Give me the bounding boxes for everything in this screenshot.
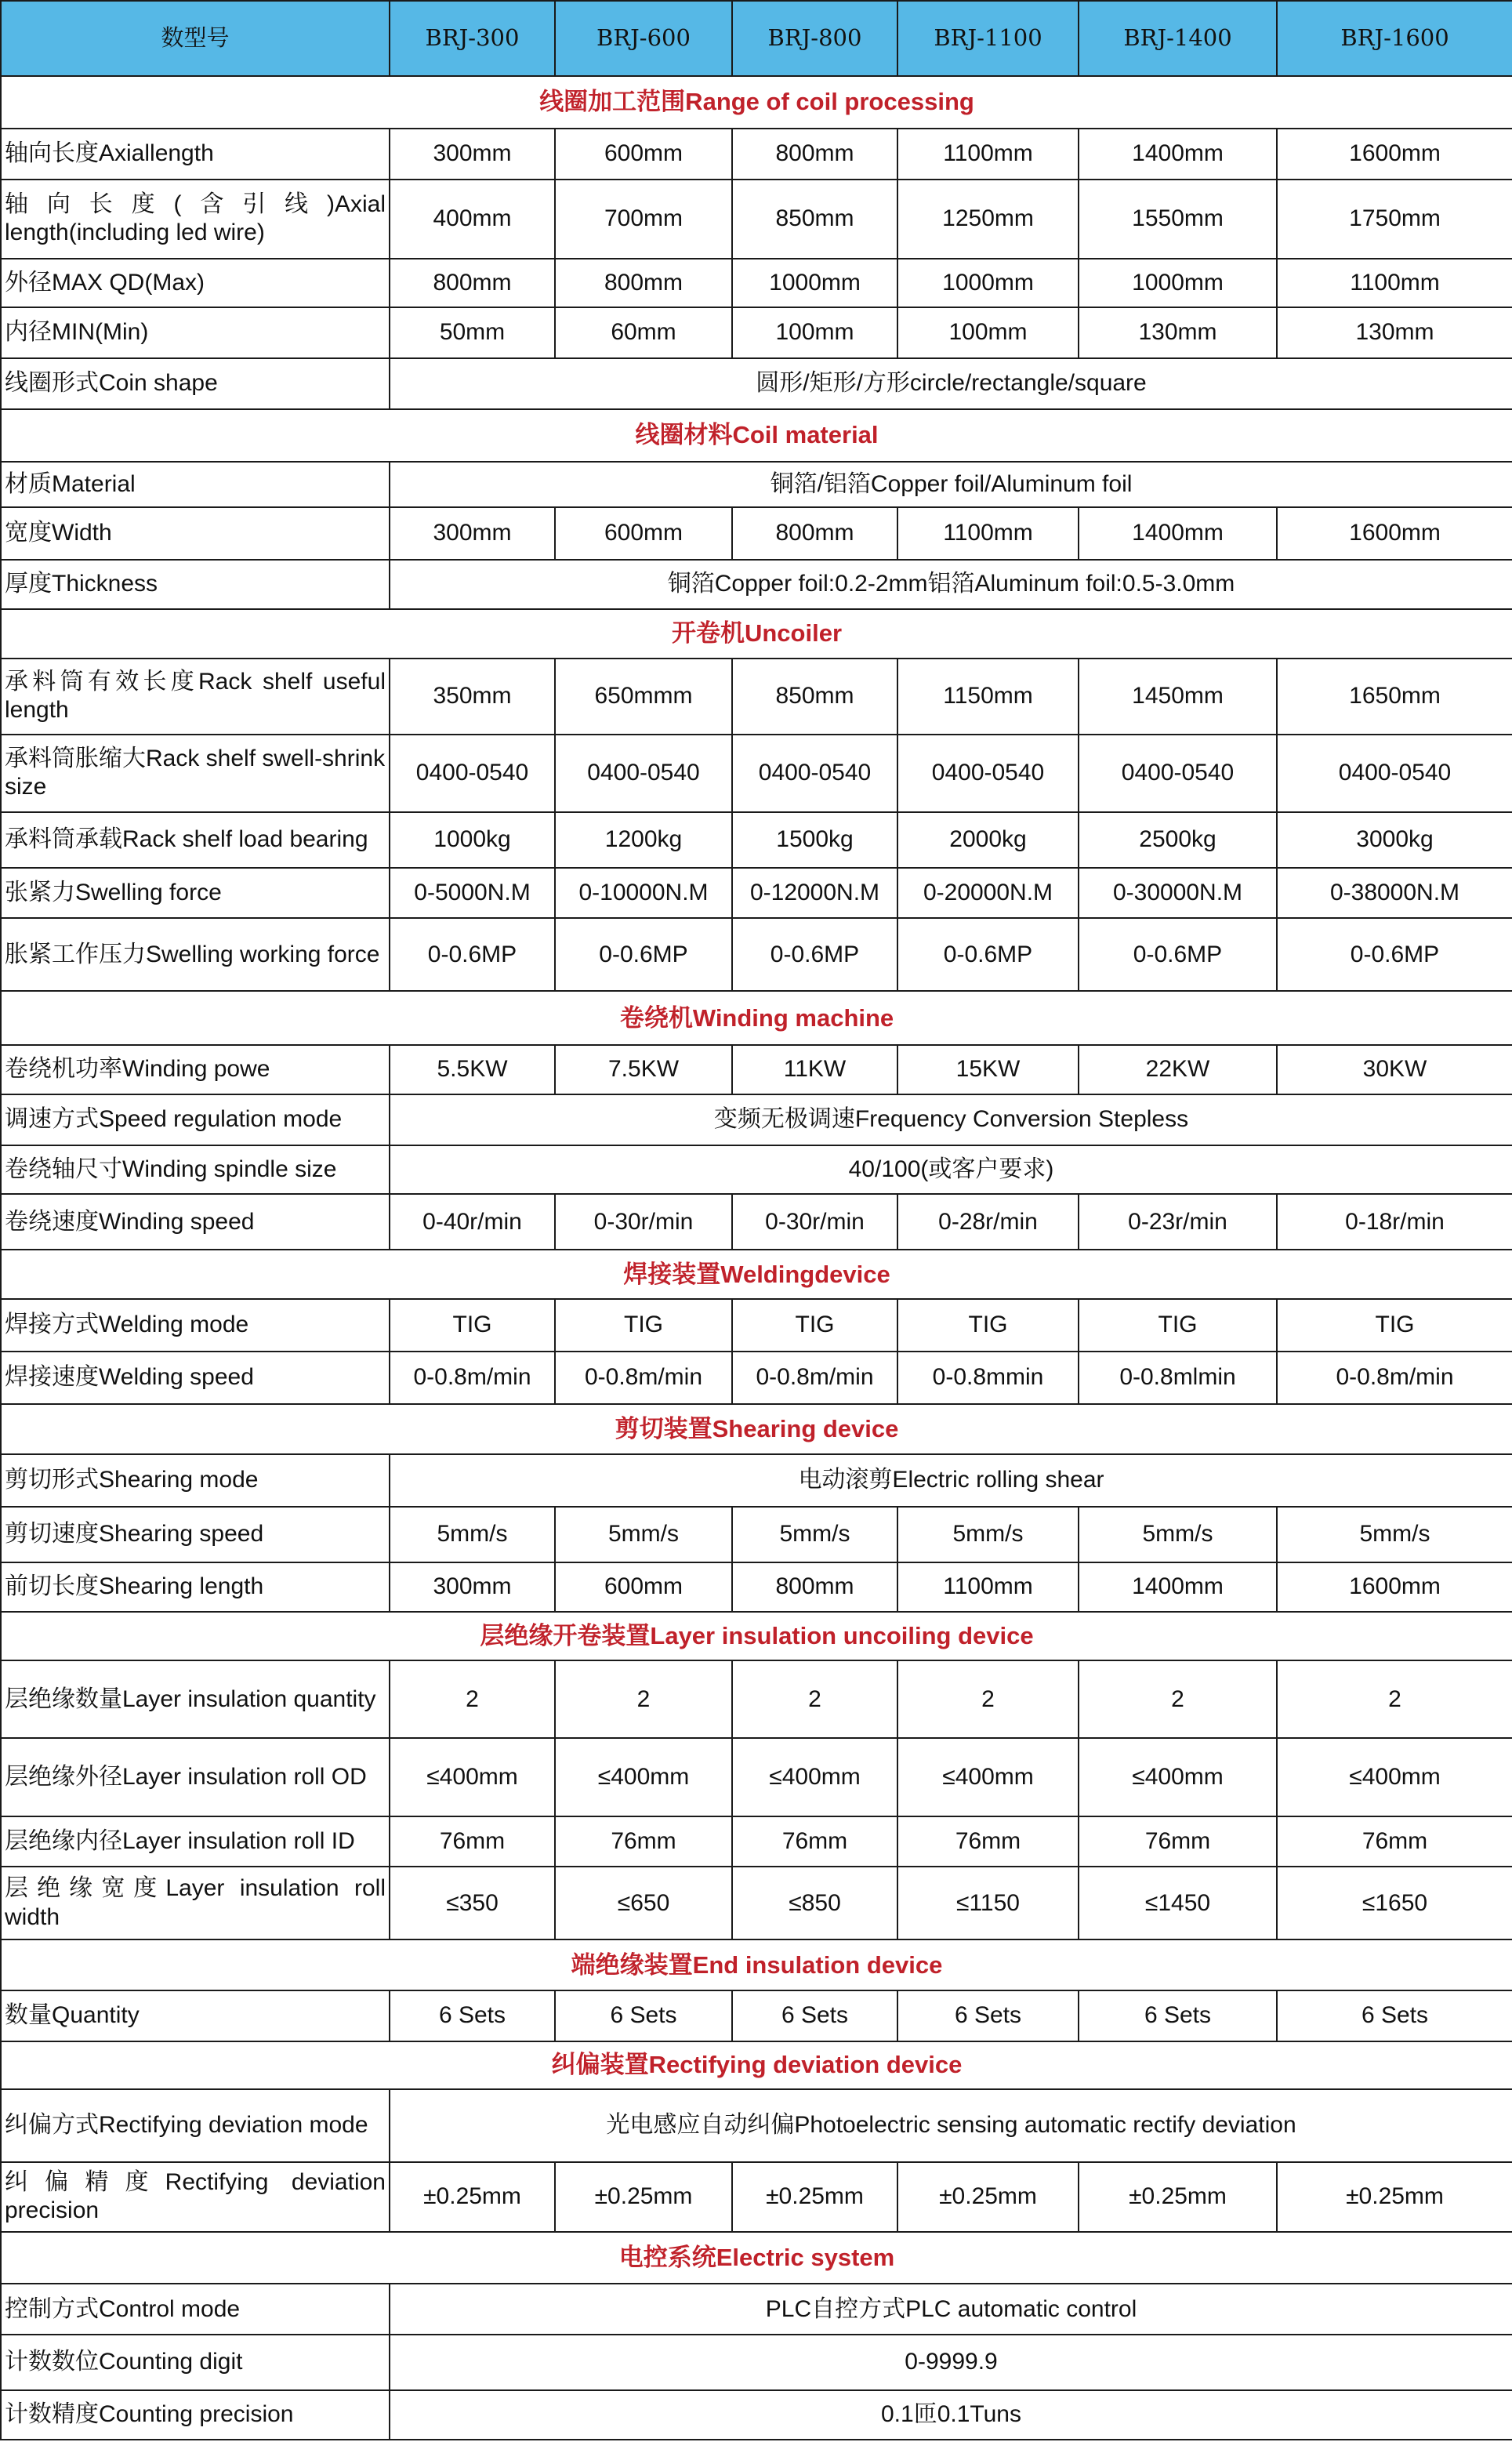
spec-row (1, 1352, 1512, 1404)
spec-label: 张紧力Swelling force (1, 868, 390, 919)
spec-value: 2000kg (897, 812, 1079, 868)
spec-value: 2500kg (1079, 812, 1277, 868)
spec-value: 6 Sets (1079, 1990, 1277, 2041)
spec-label: 焊接速度Welding speed (1, 1352, 390, 1404)
spec-value: 850mm (732, 180, 897, 259)
section-row-electric-system (1, 2232, 1512, 2284)
spec-value: 1400mm (1079, 129, 1277, 180)
spec-value: 0400-0540 (555, 735, 732, 812)
spec-value: 0-0.6MP (555, 918, 732, 991)
section-title: 线圈加工范围Range of coil processing (1, 76, 1512, 129)
spec-value: 300mm (390, 1562, 555, 1612)
spec-label: 计数数位Counting digit (1, 2335, 390, 2390)
spec-value: 76mm (897, 1816, 1079, 1867)
spec-value: TIG (390, 1299, 555, 1352)
spec-value: 1250mm (897, 180, 1079, 259)
spec-value: 100mm (732, 307, 897, 358)
section-row-end-insulation-device (1, 1939, 1512, 1990)
spec-value: 0-28r/min (897, 1194, 1079, 1250)
spec-value: 600mm (555, 129, 732, 180)
section-row-coil-material (1, 409, 1512, 462)
spec-value: ≤650 (555, 1867, 732, 1939)
section-title: 开卷机Uncoiler (1, 609, 1512, 659)
spec-value-merged: 40/100(或客户要求) (390, 1145, 1512, 1195)
spec-value: 3000kg (1277, 812, 1512, 868)
spec-value: 7.5KW (555, 1045, 732, 1094)
spec-value: 300mm (390, 507, 555, 560)
spec-value: 0-0.6MP (732, 918, 897, 991)
spec-value: ±0.25mm (390, 2162, 555, 2232)
spec-value: ≤400mm (1079, 1738, 1277, 1816)
spec-value: ±0.25mm (732, 2162, 897, 2232)
spec-row (1, 1990, 1512, 2041)
spec-value: 850mm (732, 659, 897, 735)
spec-value: 0-0.8mmin (897, 1352, 1079, 1404)
model-header-brj-600: BRJ-600 (555, 1, 732, 76)
spec-value: 0-10000N.M (555, 868, 732, 919)
spec-value: 60mm (555, 307, 732, 358)
spec-value: 2 (1079, 1660, 1277, 1738)
section-row-winding-machine (1, 991, 1512, 1045)
spec-row (1, 2390, 1512, 2440)
section-row-shearing-device (1, 1404, 1512, 1455)
section-title: 纠偏装置Rectifying deviation device (1, 2041, 1512, 2089)
spec-row (1, 1299, 1512, 1352)
spec-value: 0-0.8m/min (555, 1352, 732, 1404)
spec-value: 0-23r/min (1079, 1194, 1277, 1250)
spec-value: TIG (1277, 1299, 1512, 1352)
spec-value: 2 (897, 1660, 1079, 1738)
spec-value: ±0.25mm (555, 2162, 732, 2232)
spec-value: 1600mm (1277, 1562, 1512, 1612)
spec-value: 2 (555, 1660, 732, 1738)
spec-value: 0-30000N.M (1079, 868, 1277, 919)
model-header-brj-1600: BRJ-1600 (1277, 1, 1512, 76)
spec-value: 6 Sets (555, 1990, 732, 2041)
spec-value: 1000mm (897, 259, 1079, 308)
section-title: 线圈材料Coil material (1, 409, 1512, 462)
spec-row (1, 1867, 1512, 1939)
spec-value-merged: 0.1匝0.1Tuns (390, 2390, 1512, 2440)
spec-value: 0-30r/min (555, 1194, 732, 1250)
spec-label: 轴向长度Axiallength (1, 129, 390, 180)
spec-value: 0-38000N.M (1277, 868, 1512, 919)
spec-label: 宽度Width (1, 507, 390, 560)
spec-value: 76mm (555, 1816, 732, 1867)
section-title: 焊接装置Weldingdevice (1, 1250, 1512, 1299)
spec-value: 76mm (732, 1816, 897, 1867)
spec-label: 前切长度Shearing length (1, 1562, 390, 1612)
spec-value: 1400mm (1079, 1562, 1277, 1612)
spec-label: 厚度Thickness (1, 560, 390, 609)
spec-row (1, 307, 1512, 358)
section-title: 端绝缘装置End insulation device (1, 1939, 1512, 1990)
spec-label: 剪切速度Shearing speed (1, 1507, 390, 1562)
spec-value: 30KW (1277, 1045, 1512, 1094)
spec-value: 1100mm (1277, 259, 1512, 308)
spec-value: 2 (1277, 1660, 1512, 1738)
spec-row (1, 1094, 1512, 1145)
spec-value: 800mm (732, 507, 897, 560)
spec-value: 76mm (1079, 1816, 1277, 1867)
spec-value: 0-0.8m/min (732, 1352, 897, 1404)
spec-value: 5.5KW (390, 1045, 555, 1094)
spec-value: 300mm (390, 129, 555, 180)
spec-value-merged: 铜箔Copper foil:0.2-2mm铝箔Aluminum foil:0.5-3.0mm (390, 560, 1512, 609)
spec-value: 600mm (555, 507, 732, 560)
spec-value: 400mm (390, 180, 555, 259)
spec-value: ≤850 (732, 1867, 897, 1939)
spec-row (1, 358, 1512, 409)
spec-label: 胀紧工作压力Swelling working force (1, 918, 390, 991)
spec-value: 0-0.6MP (1079, 918, 1277, 991)
spec-value: 0-12000N.M (732, 868, 897, 919)
spec-value: 0-30r/min (732, 1194, 897, 1250)
spec-value: 0-0.6MP (897, 918, 1079, 991)
spec-value: 5mm/s (732, 1507, 897, 1562)
spec-label: 内径MIN(Min) (1, 307, 390, 358)
spec-value: ≤350 (390, 1867, 555, 1939)
spec-label: 焊接方式Welding mode (1, 1299, 390, 1352)
spec-value: 1150mm (897, 659, 1079, 735)
spec-value: 800mm (390, 259, 555, 308)
spec-row (1, 1454, 1512, 1507)
model-header-brj-1400: BRJ-1400 (1079, 1, 1277, 76)
spec-value: 1550mm (1079, 180, 1277, 259)
spec-value: 800mm (732, 1562, 897, 1612)
spec-value: 1450mm (1079, 659, 1277, 735)
spec-value: 1000mm (1079, 259, 1277, 308)
section-row-range-of-coil-processing (1, 76, 1512, 129)
spec-value: 650mmm (555, 659, 732, 735)
spec-value: ≤400mm (1277, 1738, 1512, 1816)
spec-label: 卷绕机功率Winding powe (1, 1045, 390, 1094)
spec-row (1, 1816, 1512, 1867)
spec-label: 卷绕轴尺寸Winding spindle size (1, 1145, 390, 1195)
spec-value: 1100mm (897, 507, 1079, 560)
spec-value: 5mm/s (555, 1507, 732, 1562)
spec-value: 130mm (1079, 307, 1277, 358)
spec-value: TIG (555, 1299, 732, 1352)
model-header-brj-1100: BRJ-1100 (897, 1, 1079, 76)
spec-value: 1000mm (732, 259, 897, 308)
spec-value: 1600mm (1277, 507, 1512, 560)
model-header-brj-800: BRJ-800 (732, 1, 897, 76)
header-row (1, 1, 1512, 76)
spec-value: 1600mm (1277, 129, 1512, 180)
spec-label: 卷绕速度Winding speed (1, 1194, 390, 1250)
spec-row (1, 129, 1512, 180)
spec-value: TIG (1079, 1299, 1277, 1352)
spec-label: 剪切形式Shearing mode (1, 1454, 390, 1507)
spec-value: 0400-0540 (390, 735, 555, 812)
spec-row (1, 868, 1512, 919)
spec-value: 350mm (390, 659, 555, 735)
section-title: 卷绕机Winding machine (1, 991, 1512, 1045)
spec-value-merged: 变频无极调速Frequency Conversion Stepless (390, 1094, 1512, 1145)
spec-row (1, 1194, 1512, 1250)
spec-value-merged: 0-9999.9 (390, 2335, 1512, 2390)
spec-value: ≤400mm (555, 1738, 732, 1816)
spec-value: 11KW (732, 1045, 897, 1094)
spec-value: 5mm/s (1079, 1507, 1277, 1562)
spec-value: 1650mm (1277, 659, 1512, 735)
section-title: 电控系统Electric system (1, 2232, 1512, 2284)
section-title: 层绝缘开卷装置Layer insulation uncoiling device (1, 1612, 1512, 1661)
spec-value: 800mm (732, 129, 897, 180)
spec-value: 0-0.8m/min (390, 1352, 555, 1404)
spec-row (1, 1660, 1512, 1738)
spec-value: 600mm (555, 1562, 732, 1612)
spec-value: 5mm/s (390, 1507, 555, 1562)
spec-row (1, 560, 1512, 609)
spec-value-merged: 电动滚剪Electric rolling shear (390, 1454, 1512, 1507)
spec-value: 800mm (555, 259, 732, 308)
spec-row (1, 2284, 1512, 2335)
spec-row (1, 1562, 1512, 1612)
spec-value: 0-18r/min (1277, 1194, 1512, 1250)
spec-value: 700mm (555, 180, 732, 259)
spec-value: 1500kg (732, 812, 897, 868)
section-row-rectifying-deviation-device (1, 2041, 1512, 2089)
spec-label: 轴向长度(含引线)Axial length(including led wire) (1, 180, 390, 259)
spec-value: 1200kg (555, 812, 732, 868)
spec-label: 承料筒承载Rack shelf load bearing (1, 812, 390, 868)
section-row-weldingdevice (1, 1250, 1512, 1299)
spec-row (1, 259, 1512, 308)
spec-value: 5mm/s (1277, 1507, 1512, 1562)
spec-row (1, 507, 1512, 560)
spec-row (1, 462, 1512, 508)
spec-value: 0-0.8m/min (1277, 1352, 1512, 1404)
spec-row (1, 918, 1512, 991)
model-header-brj-300: BRJ-300 (390, 1, 555, 76)
spec-label: 计数精度Counting precision (1, 2390, 390, 2440)
spec-value: 1100mm (897, 129, 1079, 180)
spec-value: 50mm (390, 307, 555, 358)
spec-row (1, 659, 1512, 735)
spec-value: 76mm (390, 1816, 555, 1867)
spec-value: 76mm (1277, 1816, 1512, 1867)
spec-value: 2 (390, 1660, 555, 1738)
spec-row (1, 1045, 1512, 1094)
spec-value: 1750mm (1277, 180, 1512, 259)
spec-row (1, 2162, 1512, 2232)
spec-label: 数量Quantity (1, 1990, 390, 2041)
model-label: 数型号 (1, 1, 390, 76)
spec-label: 层绝缘宽度Layer insulation roll width (1, 1867, 390, 1939)
spec-value: 0-0.6MP (1277, 918, 1512, 991)
spec-value: 0-20000N.M (897, 868, 1079, 919)
section-row-layer-insulation-uncoiling-device (1, 1612, 1512, 1661)
spec-value: 0-40r/min (390, 1194, 555, 1250)
section-row-uncoiler (1, 609, 1512, 659)
spec-value: 15KW (897, 1045, 1079, 1094)
spec-label: 层绝缘数量Layer insulation quantity (1, 1660, 390, 1738)
spec-row (1, 812, 1512, 868)
section-title: 剪切装置Shearing device (1, 1404, 1512, 1455)
spec-label: 承料筒有效长度Rack shelf useful length (1, 659, 390, 735)
spec-value: 22KW (1079, 1045, 1277, 1094)
spec-value: 0400-0540 (1079, 735, 1277, 812)
spec-value: ±0.25mm (897, 2162, 1079, 2232)
spec-label: 外径MAX QD(Max) (1, 259, 390, 308)
spec-value-merged: PLC自控方式PLC automatic control (390, 2284, 1512, 2335)
spec-row (1, 2335, 1512, 2390)
spec-value: 0-0.8mlmin (1079, 1352, 1277, 1404)
spec-label: 纠偏方式Rectifying deviation mode (1, 2089, 390, 2162)
spec-value: 1100mm (897, 1562, 1079, 1612)
spec-value: 0400-0540 (897, 735, 1079, 812)
spec-label: 纠偏精度Rectifying deviation precision (1, 2162, 390, 2232)
spec-value: 1400mm (1079, 507, 1277, 560)
spec-label: 承料筒胀缩大Rack shelf swell-shrink size (1, 735, 390, 812)
spec-value: ≤400mm (732, 1738, 897, 1816)
spec-label: 线圈形式Coin shape (1, 358, 390, 409)
spec-row (1, 2089, 1512, 2162)
spec-row (1, 1507, 1512, 1562)
spec-value: ±0.25mm (1277, 2162, 1512, 2232)
spec-label: 层绝缘外径Layer insulation roll OD (1, 1738, 390, 1816)
spec-value-merged: 铜箔/铝箔Copper foil/Aluminum foil (390, 462, 1512, 508)
spec-value: 0-5000N.M (390, 868, 555, 919)
spec-value: 5mm/s (897, 1507, 1079, 1562)
spec-value: TIG (732, 1299, 897, 1352)
spec-label: 材质Material (1, 462, 390, 508)
spec-value: ≤1450 (1079, 1867, 1277, 1939)
spec-value: 130mm (1277, 307, 1512, 358)
spec-value: 6 Sets (732, 1990, 897, 2041)
spec-value: 6 Sets (390, 1990, 555, 2041)
spec-value: 6 Sets (1277, 1990, 1512, 2041)
spec-value: ≤400mm (390, 1738, 555, 1816)
spec-value: TIG (897, 1299, 1079, 1352)
spec-value-merged: 圆形/矩形/方形circle/rectangle/square (390, 358, 1512, 409)
spec-value: ≤1150 (897, 1867, 1079, 1939)
spec-value: 0400-0540 (732, 735, 897, 812)
spec-value: 100mm (897, 307, 1079, 358)
spec-value: ±0.25mm (1079, 2162, 1277, 2232)
spec-row (1, 735, 1512, 812)
spec-value: 0400-0540 (1277, 735, 1512, 812)
spec-value: 6 Sets (897, 1990, 1079, 2041)
spec-value-merged: 光电感应自动纠偏Photoelectric sensing automatic rectify deviation (390, 2089, 1512, 2162)
spec-row (1, 1145, 1512, 1195)
spec-label: 层绝缘内径Layer insulation roll ID (1, 1816, 390, 1867)
spec-label: 调速方式Speed regulation mode (1, 1094, 390, 1145)
spec-label: 控制方式Control mode (1, 2284, 390, 2335)
spec-value: ≤400mm (897, 1738, 1079, 1816)
spec-value: 2 (732, 1660, 897, 1738)
spec-value: ≤1650 (1277, 1867, 1512, 1939)
spec-row (1, 1738, 1512, 1816)
spec-row (1, 180, 1512, 259)
spec-value: 0-0.6MP (390, 918, 555, 991)
spec-value: 1000kg (390, 812, 555, 868)
